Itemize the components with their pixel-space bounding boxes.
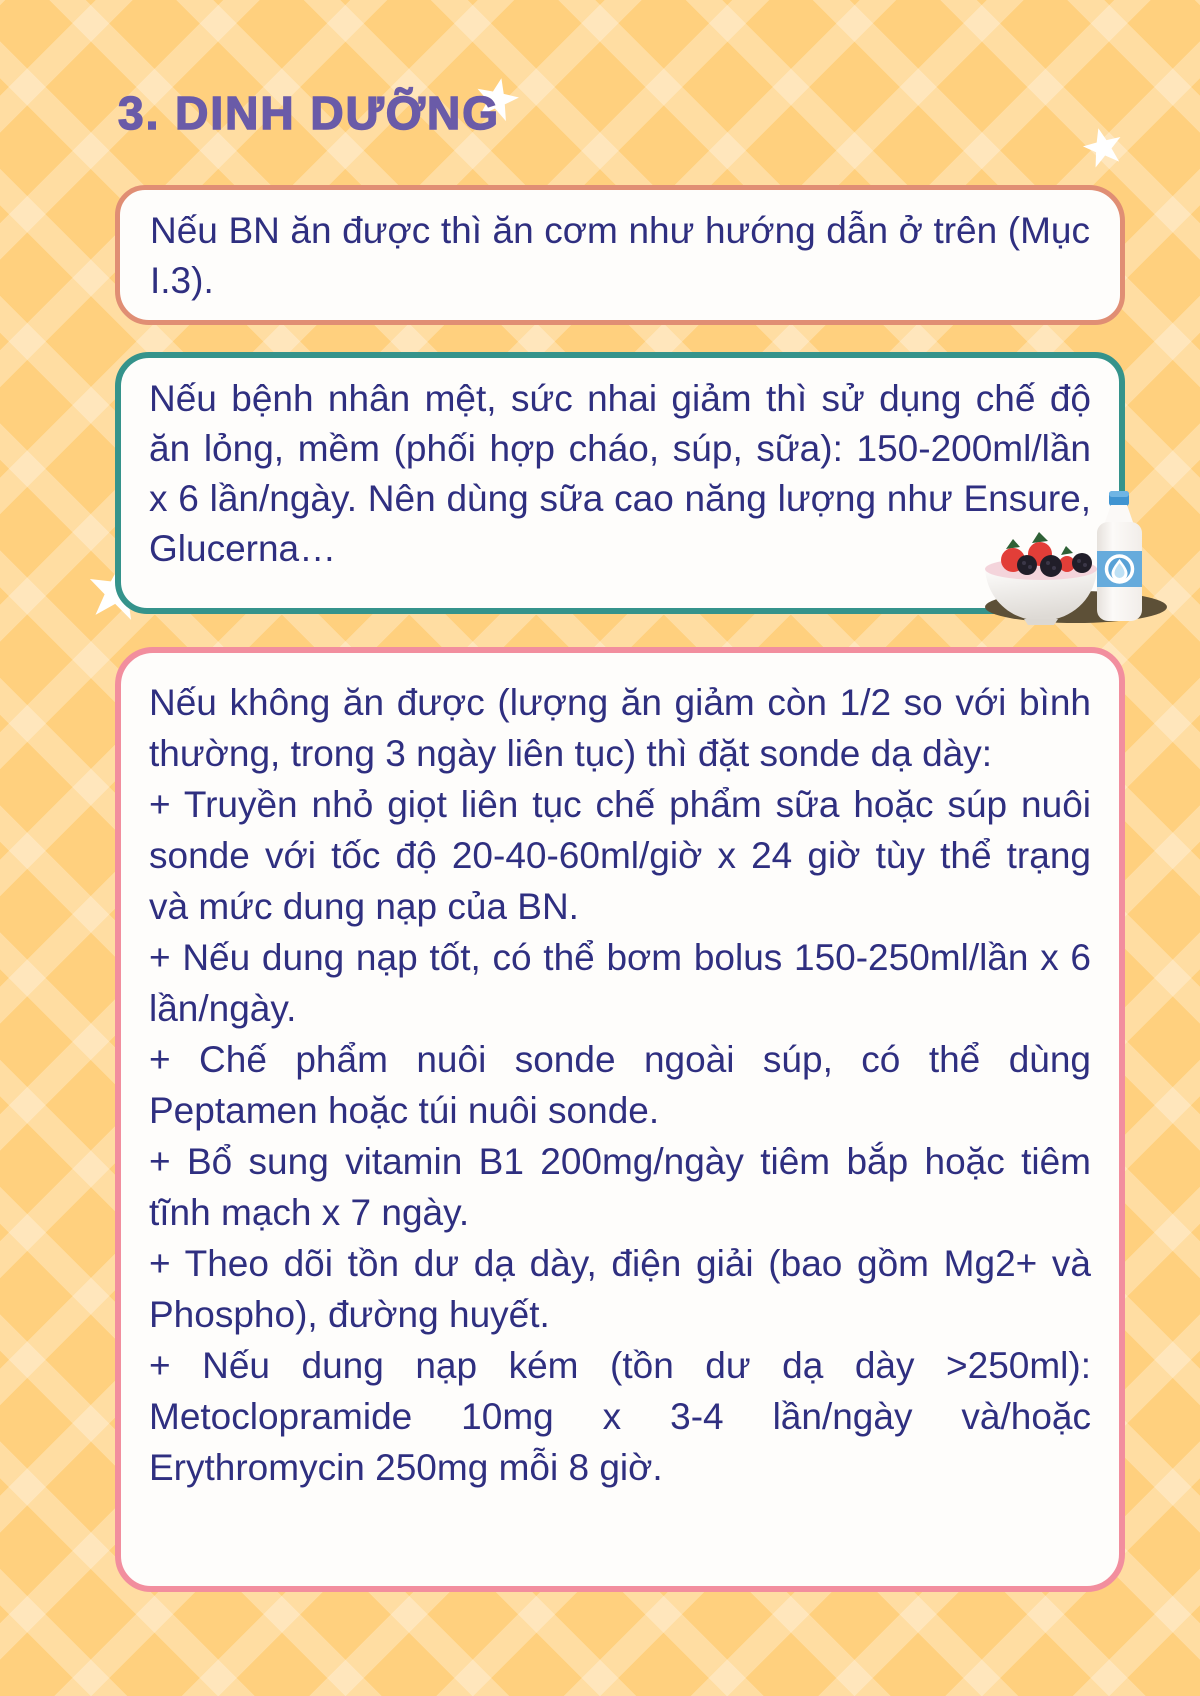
- note-text: Nếu BN ăn được thì ăn cơm như hướng dẫn ở trên (Mục I.3).: [150, 210, 1090, 301]
- star-icon: [1078, 122, 1129, 173]
- water-bottle: [1097, 491, 1142, 621]
- note-text: Nếu không ăn được (lượng ăn giảm còn 1/2 so với bình thường, trong 3 ngày liên tục) thì đặt sonde dạ dày:: [149, 682, 1091, 774]
- bowl-foot: [1024, 619, 1058, 625]
- note-text: + Nếu dung nạp kém (tồn dư dạ dày >250ml): Metoclopramide 10mg x 3-4 lần/ngày và/hoặc Erythromycin 250mg mỗi 8 giờ.: [149, 1345, 1091, 1488]
- page-title: 3. DINH DƯỠNG: [118, 87, 500, 139]
- blackberry: [1040, 555, 1062, 577]
- berry-bowl-and-water-bottle-illustration: [980, 485, 1180, 627]
- note-box-eat-normal: [115, 185, 1125, 325]
- note-box-soft-diet: [115, 352, 1125, 614]
- note-text: + Chế phẩm nuôi sonde ngoài súp, có thể dùng Peptamen hoặc túi nuôi sonde.: [149, 1039, 1091, 1131]
- note-text: Nếu bệnh nhân mệt, sức nhai giảm thì sử dụng chế độ ăn lỏng, mềm (phối hợp cháo, súp, sữa): 150-200ml/lần x 6 lần/ngày. Nên dùng sữa cao năng lượng như Ensure, Glucerna…: [149, 378, 1091, 569]
- note-text: + Nếu dung nạp tốt, có thể bơm bolus 150-250ml/lần x 6 lần/ngày.: [149, 937, 1091, 1029]
- blackberry: [1017, 555, 1037, 575]
- blackberry: [1072, 553, 1092, 573]
- note-box-tube-feeding: [115, 647, 1125, 1592]
- note-text: + Theo dõi tồn dư dạ dày, điện giải (bao gồm Mg2+ và Phospho), đường huyết.: [149, 1243, 1091, 1335]
- note-text: + Truyền nhỏ giọt liên tục chế phẩm sữa hoặc súp nuôi sonde với tốc độ 20-40-60ml/giờ x 24 giờ tùy thể trạng và mức dung nạp của BN.: [149, 784, 1091, 927]
- note-text: + Bổ sung vitamin B1 200mg/ngày tiêm bắp hoặc tiêm tĩnh mạch x 7 ngày.: [149, 1141, 1091, 1233]
